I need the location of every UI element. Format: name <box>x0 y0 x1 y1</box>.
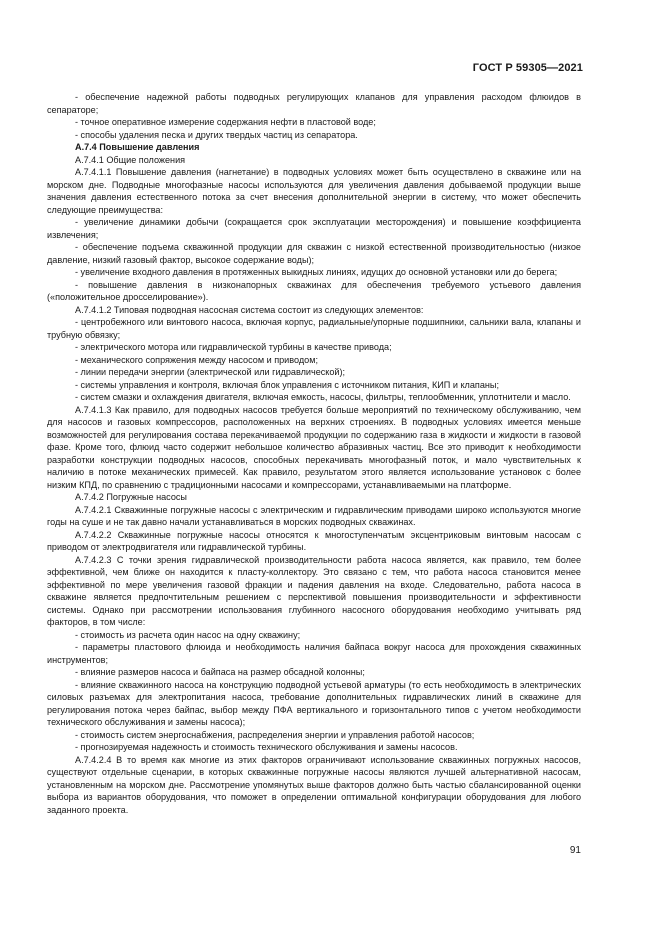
document-header: ГОСТ Р 59305—2021 <box>472 62 583 74</box>
paragraph: А.7.4.2.4 В то время как многие из этих факторов ограничивают использование скважинных погружных насосов, существуют отдельные сценарии, в которых скважинные погружные насосы являются лучшей альтернативной насосам, установленным на морском дне. Рассмотрение упомянутых выше факторов должно быть частью сбалансированной оценки выбора из вариантов оборудования, что поможет в определении оптимальной конфигурации оборудования для любого заданного проекта. <box>47 754 581 815</box>
paragraph: А.7.4.2 Погружные насосы <box>75 492 187 502</box>
list-item: - повышение давления в низконапорных скважинах для обеспечения требуемого устьевого давления («положительное дросселирование»). <box>47 279 581 302</box>
list-item: - стоимость из расчета один насос на одну скважину; <box>75 629 301 640</box>
list-item: - прогнозируемая надежность и стоимость технического обслуживания и замены насосов. <box>75 742 458 752</box>
list-item: - влияние скважинного насоса на конструкцию подводной устьевой арматуры (то есть необходимость в электрических силовых разъемах для электропитания насоса, требование дополнительных гидравлических линий в скважине для регулирования потока через байпас, выбор между ПФА вертикального и горизонтального типов с учетом необходимости технического обслуживания и замены насоса); <box>47 679 581 727</box>
paragraph: А.7.4.1.3 Как правило, для подводных насосов требуется больше мероприятий по техническому обслуживанию, чем для насосов и газовых компрессоров, расположенных на верхних строениях. В подводных условиях имеется меньше возможностей для регулирования состава перекачиваемой продукции по содержанию газа в жидкости и жидкости в газовой фазе. Кроме того, флюид часто содержит небольшое количество абразивных частиц. Все это приводит к необходимости разработки конструкции подводных насосов, способных перекачивать многофазный поток, и мало чувствительных к наличию в потоке механических примесей. Как правило, результатом этого является использование установок с более низким КПД, по сравнению с традиционными насосами и компрессорами, устанавливаемыми на платформе. <box>47 404 581 490</box>
list-item: - системы управления и контроля, включая блок управления с источником питания, КИП и клапаны; <box>75 379 499 390</box>
section-heading: А.7.4 Повышение давления <box>75 142 200 152</box>
document-body <box>47 91 581 816</box>
list-item: - параметры пластового флюида и необходимость наличия байпаса вокруг насоса для прохождения скважинных инструментов; <box>47 642 581 665</box>
list-item: - обеспечение подъема скважинной продукции для скважин с низкой естественной производительностью (низкое давление, низкий газовый фактор, высокое содержание воды); <box>47 242 581 265</box>
page-number: 91 <box>569 845 581 856</box>
list-item: - обеспечение надежной работы подводных регулирующих клапанов для управления расходом флюидов в сепараторе; <box>47 92 581 115</box>
list-item: - точное оперативное измерение содержания нефти в пластовой воде; <box>75 117 376 127</box>
list-item: - линии передачи энергии (электрической или гидравлической); <box>75 367 346 377</box>
paragraph: А.7.4.2.3 С точки зрения гидравлической производительности работа насоса является, как правило, тем более эффективной, чем ближе он находится к пласту-коллектору. Это связано с тем, что работа насоса становится менее эффективной по мере увеличения газовой фракции и падения давления на входе. Следовательно, работа насоса в скважине является предпочтительным решением с перспективой повышения производительности и эффективности системы. Однако при рассмотрении использования глубинного насосного оборудования необходимо учитывать ряд факторов, в том числе: <box>47 554 581 627</box>
list-item: - электрического мотора или гидравлической турбины в качестве привода; <box>75 342 392 352</box>
list-item: - механического сопряжения между насосом и приводом; <box>75 354 318 365</box>
paragraph: А.7.4.1.1 Повышение давления (нагнетание) в подводных условиях может быть осуществлено в скважине или на морском дне. Подводные многофазные насосы используются для увеличения давления добываемой продукции выше значения давления естественного потока за счет внесения дополнительной энергии в систему, что может обеспечить следующие преимущества: <box>47 167 581 215</box>
paragraph: А.7.4.2.2 Скважинные погружные насосы относятся к многоступенчатым эксцентриковым винтовым насосам с приводом от электродвигателя или гидравлической турбины. <box>47 529 581 552</box>
list-item: - способы удаления песка и других твердых частиц из сепаратора. <box>75 129 358 140</box>
list-item: - увеличение динамики добычи (сокращается срок эксплуатации месторождения) и повышение коэффициента извлечения; <box>47 217 581 240</box>
list-item: - влияние размеров насоса и байпаса на размер обсадной колонны; <box>75 667 365 677</box>
paragraph: А.7.4.1.2 Типовая подводная насосная система состоит из следующих элементов: <box>75 304 424 315</box>
list-item: - систем смазки и охлаждения двигателя, включая емкость, насосы, фильтры, теплообменник, уплотнители и масло. <box>75 392 571 402</box>
list-item: - увеличение входного давления в протяженных выкидных линиях, идущих до основной установки или до берега; <box>75 267 558 277</box>
paragraph: А.7.4.1 Общие положения <box>75 154 186 165</box>
paragraph: А.7.4.2.1 Скважинные погружные насосы с электрическим и гидравлическим приводами широко используются многие годы на суше и не так давно начали устанавливаться в морских подводных скважинах. <box>47 504 581 527</box>
list-item: - центробежного или винтового насоса, включая корпус, радиальные/упорные подшипники, сальники вала, клапаны и трубную обвязку; <box>47 317 581 340</box>
list-item: - стоимость систем энергоснабжения, распределения энергии и управления работой насосов; <box>75 729 475 740</box>
